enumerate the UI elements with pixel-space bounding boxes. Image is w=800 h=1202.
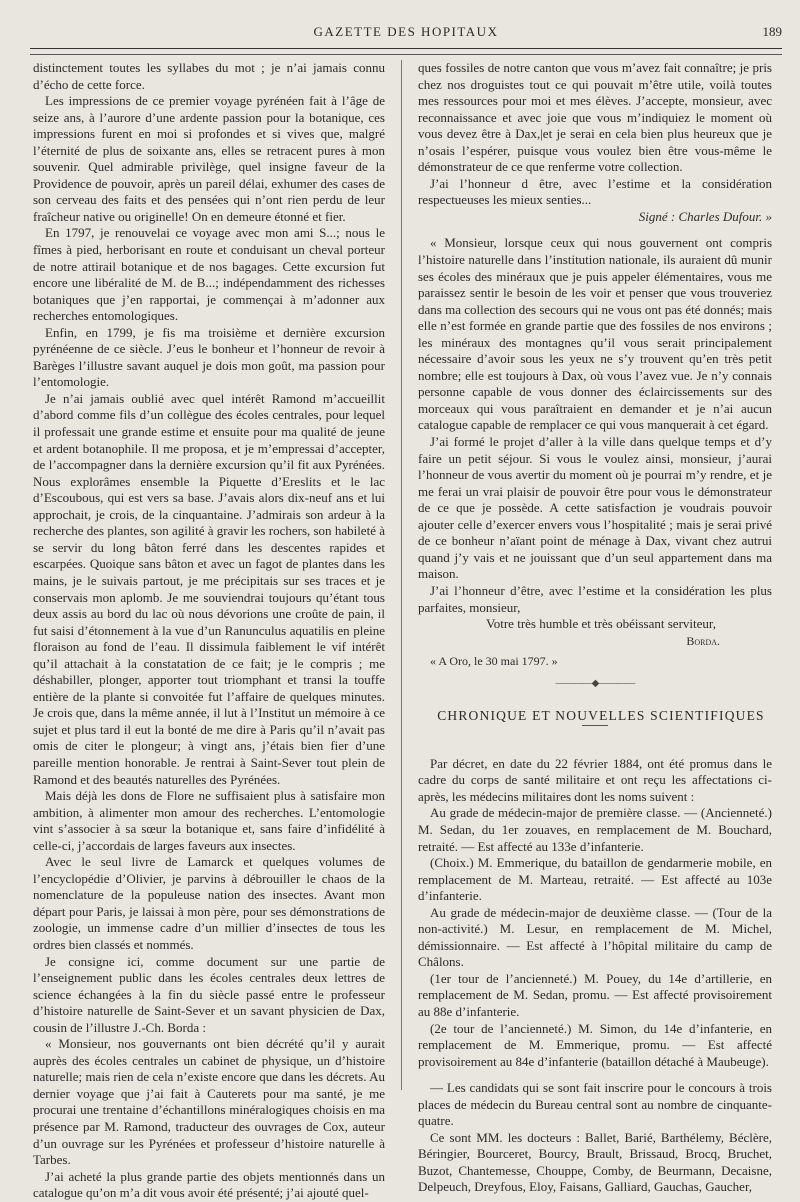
- paragraph: En 1797, je renouvelai ce voyage avec mon ami S...; nous le fîmes à pied, herborisant en route et conduisant un cheval porteur de notre attirail botanique et de nos bagages. Cette excursion fut encore une libéralité de M. de B...; indépendamment des richesses botaniques que j’en rapportai, je commençai à m’adonner aux recherches entomologiques.: [33, 225, 385, 324]
- paragraph: Je n’ai jamais oublié avec quel intérêt Ramond m’accueillit d’abord comme fils d’un collègue des écoles centrales, pour lequel il professait une grande estime et ensuite pour ma qualité de jeune et ardent botanophile. Il me proposa, et je m’empressai d’accepter, de l’accompagner dans la dernière excursion qu’il fit aux Pyrénées. Nous explorâmes ensemble la Piquette d’Ereslits et le lac d’Escoubous, qui est vers sa base. J’avais alors dix-neuf ans et lui approchait, je crois, de la cinquantaine. J’admirais son ardeur à la recherche des plantes, son agilité à gravir les rochers, son habileté à se servir du long bâton ferré dans les descentes rapides et escarpées. Quoique sans bâton et avec un fagot de plantes dans les mains, je le suivais partout, je me précipitais sur ses traces et je conservais mon aplomb. Je me souviendrai toujours qu’étant tous deux assis au bord du lac où nous dévorions une croûte de pain, il fut saisi d’étonnement à la vue d’un Ranunculus aquatilis en pleine floraison au fond de l’eau. Il dissimula faiblement le vif intérêt qu’il attachait à la constatation de ce fait; je le compris ; me déshabiller, plonger, apporter tout triomphant et transi la touffe entière de la plante si convoitée fut l’affaire de quelques minutes. Je crois que, dans la même année, il lut à l’Institut un mémoire à ce sujet et plus tard il eut la bonté de me dire à Paris qu’il n’avait pas omis de citer le plongeur; à vingt ans, j’étais bien fier d’une pareille mention honorable. Je rentrai à Saint-Sever tout plein de Ramond et des beautés naturelles des Pyrénées.: [33, 390, 385, 787]
- paragraph: Mais déjà les dons de Flore ne suffisaient plus à satisfaire mon ambition, à alimenter mon amour des recherches. L’entomologie vint s’associer à sa sœur la botanique et, sans faire d’infidélité à celle-ci, j’accordais de larges faveurs aux insectes.: [33, 788, 385, 853]
- paragraph: Avec le seul livre de Lamarck et quelques volumes de l’encyclopédie d’Olivier, je parvins à débrouiller le chaos de la nomenclature de la populeuse nation des insectes. Avant mon départ pour Paris, je laissai à mon père, pour ses démonstrations de zoologie, un immense cadre d’un millier d’insectes de tous les ordres bien classés et nommés.: [33, 854, 385, 952]
- paragraph: ques fossiles de notre canton que vous m’avez fait connaître; je pris chez nos droguistes tout ce qui pouvait m’être utile, voilà toutes mes ressources pour moi et mes élèves. J’accepte, monsieur, avec reconnaissance et avec joie que vous m’indiquiez le moment où vous devez être à Dax,|et je serai en cela bien plus heureux que je n’osais l’espérer, puisque vous voulez bien être vous-même le démonstrateur de ce que renferme votre collection.: [418, 60, 772, 175]
- paragraph: Au grade de médecin-major de deuxième classe. — (Tour de la non-activité.) M. Lesur, en remplacement de M. Michel, démissionnaire. — Est affecté à l’hôpital militaire du camp de Châlons.: [418, 904, 772, 970]
- running-title: GAZETTE DES HOPITAUX: [313, 24, 499, 39]
- paragraph: Ce sont MM. les docteurs : Ballet, Barié, Barthélemy, Béclère, Béringier, Bourceret, Bourcy, Brault, Brissaud, Brocq, Bruchet, Buzot, Chantemesse, Chouppe, Comby, de Beurmann, Decaisne, Delpeuch, Dreyfous, Eloy, Faisans, Galliard, Gauchas, Gaucher,: [418, 1129, 772, 1195]
- section-heading: CHRONIQUE ET NOUVELLES SCIENTIFIQUES: [437, 708, 765, 724]
- header-double-rule: [30, 48, 782, 55]
- paragraph: Au grade de médecin-major de première classe. — (Ancienneté.) M. Sedan, du 1er zouaves, en remplacement de M. Bouchard, retraité. — Est affecté au 133e d’infanterie.: [418, 805, 772, 854]
- paragraph: J’ai acheté la plus grande partie des objets mentionnés dans un catalogue qu’on m’a dit vous avoir été présenté; j’ai ajouté quel-: [33, 1168, 385, 1201]
- paragraph: (Choix.) M. Emmerique, du bataillon de gendarmerie mobile, en remplacement de M. Marteau, retraité. — Est affecté au 103e d’infanterie.: [418, 855, 772, 904]
- paragraph: J’ai formé le projet d’aller à la ville dans quelque temps et d’y faire un petit séjour. Si vous le voulez ainsi, monsieur, j’aurai l’honneur de vous avertir du moment où je pourrai m’y rendre, et je me ferai un vrai plaisir de pouvoir être pour vous le démonstrateur de ce que je possède. A cette satisfaction je voudrais pouvoir ajouter celle d’exercer envers vous l’hospitalité ; mais je serai privé de ce bonheur n’aïant point de ménage à Dax, vivant chez autrui quand j’y vais et ne jouissant que d’un seul appartement dans ma maison.: [418, 434, 772, 582]
- signature: Signé : Charles Dufour. »: [638, 208, 772, 224]
- paragraph: Enfin, en 1799, je fis ma troisième et dernière excursion pyrénéenne de ce siècle. J’eus le bonheur et l’honneur de revoir à Barèges l’illustre savant auquel je dois mon goût, ma passion pour l’entomologie.: [33, 324, 385, 390]
- spacer: [418, 225, 772, 235]
- letter-closing: Votre très humble et très obéissant serviteur,: [486, 616, 716, 632]
- paragraph: « Monsieur, nos gouvernants ont bien décrété qu’il y aurait auprès des écoles centrales un cabinet de physique, un d’histoire naturelle; mais rien de cela n’existe encore que dans les décrets. Au dernier voyage que j’ai fait à Cauterets pour ma santé, je me procurai une trentaine d’échantillons minéralogiques choisis en ma présence par M. Ramond, traducteur des ouvrages de Cox, auteur d’un ouvrage sur les Pyrénées et professeur d’histoire naturelle à Tarbes.: [33, 1036, 385, 1168]
- page-header: [30, 24, 782, 42]
- right-column: [418, 60, 772, 1196]
- heading-rule: [582, 725, 608, 726]
- paragraph: Je consigne ici, comme document sur une partie de l’enseignement public dans les écoles centrales deux lettres de science échangées à la fin du siècle passé entre le professeur d’histoire naturelle de Saint-Sever et un savant physicien de Dax, cousin de l’illustre J.-Ch. Borda :: [33, 953, 385, 1035]
- page-number: 189: [762, 24, 782, 39]
- dateline: « A Oro, le 30 mai 1797. »: [430, 654, 558, 669]
- spacer: [418, 1070, 772, 1080]
- paragraph: J’ai l’honneur d être, avec l’estime et la considération respectueuses les mieux senties...: [418, 175, 772, 208]
- paragraph: (1er tour de l’ancienneté.) M. Pouey, du 14e d’artillerie, en remplacement de M. Sedan, promu. — Est affecté provisoirement au 88e d’infanterie.: [418, 970, 772, 1019]
- left-column: [33, 60, 385, 1202]
- paragraph: J’ai l’honneur d’être, avec l’estime et la considération les plus parfaites, monsieur,: [418, 582, 772, 615]
- paragraph: « Monsieur, lorsque ceux qui nous gouvernent ont compris l’histoire naturelle dans l’institution nationale, ils auraient dû munir ses écoles des minéraux que je puis appeler élémentaires, vous me paraissez sentir le besoin de les voir et penser que vous trouveriez dans ma collection des secours qui ne vous ont pas été donnés; mais elle n’est formée en grande partie que des fossiles de nos environs ; les minéraux des montagnes qu’il vous serait principalement nécessaire d’avoir sous les yeux ne s’y trouvent qu’en très petit nombre; elle est toujours à Dax, où vous l’avez vue. Je n’y connais personne capable de vous donner des éclaircissements sur des morceaux qui vous paraîtraient en demander et je n’ai aucun catalogue capable de remplacer ce qui vous manquerait à cet égard.: [418, 235, 772, 433]
- paragraph: distinctement toutes les syllabes du mot ; je n’ai jamais connu d’écho de cette force.: [33, 60, 385, 92]
- section-ornament: ————◆————: [555, 677, 635, 689]
- paragraph: (2e tour de l’ancienneté.) M. Simon, du 14e d’infanterie, en remplacement de M. Emmerique, promu. — Est affecté provisoirement au 84e d’infanterie (bataillon détaché à Maubeuge).: [418, 1020, 772, 1069]
- column-divider: [401, 60, 402, 1090]
- signature: Borda.: [686, 633, 720, 648]
- paragraph: Les impressions de ce premier voyage pyrénéen fait à l’âge de seize ans, à l’aurore d’une ardente passion pour la botanique, ces impressions furent en moi si profondes et si vives que, malgré l’éternité de plus de soixante ans, elles se retracent pures à mon souvenir. Quel admirable privilège, quel insigne faveur de la Providence de pouvoir, après un pareil délai, exhumer des cases de son cerveau des faits et des pensées qui n’ont rien perdu de leur fraîcheur native ou originelle! On en demeure étonné et fier.: [33, 93, 385, 224]
- paragraph: Par décret, en date du 22 février 1884, ont été promus dans le cadre du corps de santé militaire et ont reçu les affectations ci-après, les médecins militaires dont les noms suivent :: [418, 755, 772, 804]
- paragraph: — Les candidats qui se sont fait inscrire pour le concours à trois places de médecin du Bureau central sont au nombre de cinquante-quatre.: [418, 1080, 772, 1129]
